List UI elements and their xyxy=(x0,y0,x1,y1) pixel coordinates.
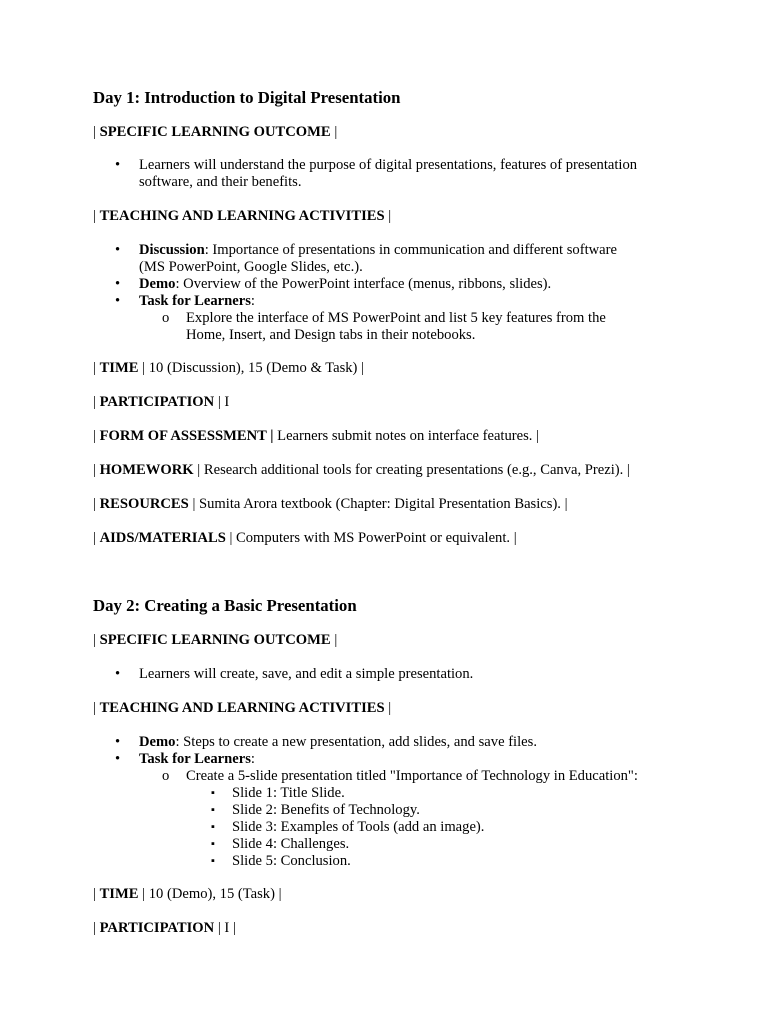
list-item: • Task for Learners: xyxy=(115,293,255,309)
square-bullet-icon: ▪ xyxy=(211,787,215,799)
day2-demo-text: : Steps to create a new presentation, add slides, and save files. xyxy=(175,734,537,750)
day2-outcome-list xyxy=(93,666,693,683)
day2-outcome-label: SPECIFIC LEARNING OUTCOME xyxy=(99,632,331,648)
day1-outcome-label: SPECIFIC LEARNING OUTCOME xyxy=(99,124,331,140)
day2-slide-1: Slide 1: Title Slide. xyxy=(232,785,345,801)
bullet-icon: • xyxy=(115,666,121,682)
circle-bullet-icon: o xyxy=(162,310,170,326)
day2-time-text: | 10 (Demo), 15 (Task) | xyxy=(142,886,282,902)
day1-activities-list xyxy=(93,242,693,344)
list-item xyxy=(93,785,693,802)
day1-participation-text: | I xyxy=(217,394,230,410)
bullet-icon: • xyxy=(115,242,121,258)
bullet-icon: • xyxy=(115,276,121,292)
day2-participation-label: PARTICIPATION xyxy=(99,920,215,936)
list-item xyxy=(93,276,693,293)
list-item xyxy=(93,819,693,836)
square-bullet-icon: ▪ xyxy=(211,804,215,816)
day2-demo-label: Demo xyxy=(139,734,176,750)
day1-activities-label: TEACHING AND LEARNING ACTIVITIES xyxy=(99,208,385,224)
list-item-continuation xyxy=(93,259,693,276)
day1-resources-text: | Sumita Arora textbook (Chapter: Digital Presentation Basics). | xyxy=(188,496,568,512)
day1-homework-line: | HOMEWORK | Research additional tools for creating presentations (e.g., Canva, Prezi). | xyxy=(93,462,630,478)
day1-participation-label: PARTICIPATION xyxy=(99,394,215,410)
day1-resources-line: | RESOURCES | Sumita Arora textbook (Chapter: Digital Presentation Basics). | xyxy=(93,496,568,512)
day1-discussion-label: Discussion xyxy=(139,242,205,258)
list-item xyxy=(93,768,693,785)
day1-assessment-line: | FORM OF ASSESSMENT | Learners submit notes on interface features. | xyxy=(93,428,540,444)
day2-slide-5: Slide 5: Conclusion. xyxy=(232,853,351,869)
list-item-continuation xyxy=(93,174,693,191)
day2-task-label: Task for Learners xyxy=(139,751,251,767)
day1-discussion-text-1: : Importance of presentations in communication and different software xyxy=(204,242,617,258)
day1-demo-label: Demo xyxy=(139,276,176,292)
day1-participation-line: | PARTICIPATION | I xyxy=(93,394,230,410)
bullet-icon: • xyxy=(115,751,121,767)
circle-bullet-icon: o xyxy=(162,768,170,784)
day1-outcome-list xyxy=(93,157,693,191)
list-item xyxy=(93,157,693,174)
square-bullet-icon: ▪ xyxy=(211,838,215,850)
list-item xyxy=(93,666,693,683)
list-item: • Task for Learners: xyxy=(115,751,255,767)
day2-slide-2: Slide 2: Benefits of Technology. xyxy=(232,802,420,818)
day1-aids-text: | Computers with MS PowerPoint or equivalent. | xyxy=(225,530,517,546)
day2-slide-3: Slide 3: Examples of Tools (add an image). xyxy=(232,819,485,835)
day1-demo-text: : Overview of the PowerPoint interface (menus, ribbons, slides). xyxy=(175,276,552,292)
day1-time-line: | TIME | 10 (Discussion), 15 (Demo & Task) | xyxy=(93,360,364,376)
bullet-icon: • xyxy=(115,734,121,750)
day1-task-label: Task for Learners xyxy=(139,293,251,309)
day2-slide-4: Slide 4: Challenges. xyxy=(232,836,350,852)
square-bullet-icon: ▪ xyxy=(211,821,215,833)
day1-task-sub-2: Home, Insert, and Design tabs in their notebooks. xyxy=(186,327,476,343)
day1-discussion-text-2: (MS PowerPoint, Google Slides, etc.). xyxy=(139,259,363,275)
day1-aids-label: AIDS/MATERIALS xyxy=(99,530,226,546)
list-item xyxy=(93,242,693,259)
day2-participation-line: | PARTICIPATION | I | xyxy=(93,920,236,936)
day1-activities-heading: | TEACHING AND LEARNING ACTIVITIES | xyxy=(93,208,392,224)
list-item xyxy=(93,836,693,853)
day1-aids-line: | AIDS/MATERIALS | Computers with MS PowerPoint or equivalent. | xyxy=(93,530,517,546)
day2-participation-text: | I | xyxy=(217,920,236,936)
day1-assessment-label: FORM OF ASSESSMENT | xyxy=(99,428,274,444)
bullet-icon: • xyxy=(115,157,121,173)
day2-task-sub: Create a 5-slide presentation titled "Importance of Technology in Education": xyxy=(186,768,638,784)
day1-outcome-text-1: Learners will understand the purpose of digital presentations, features of presentation xyxy=(139,157,638,173)
list-item xyxy=(93,853,693,870)
day1-title: Day 1: Introduction to Digital Presentation xyxy=(93,88,401,107)
day1-homework-label: HOMEWORK xyxy=(99,462,194,478)
list-item xyxy=(93,802,693,819)
list-item xyxy=(93,734,693,751)
day1-time-label: TIME xyxy=(99,360,139,376)
day2-outcome-text: Learners will create, save, and edit a simple presentation. xyxy=(139,666,474,682)
day1-homework-text: | Research additional tools for creating presentations (e.g., Canva, Prezi). | xyxy=(193,462,630,478)
day1-assessment-text: Learners submit notes on interface features. | xyxy=(273,428,540,444)
list-item xyxy=(93,310,693,327)
day2-activities-heading: | TEACHING AND LEARNING ACTIVITIES | xyxy=(93,700,392,716)
bullet-icon: • xyxy=(115,293,121,309)
day1-outcome-heading: | SPECIFIC LEARNING OUTCOME | xyxy=(93,124,338,140)
day1-resources-label: RESOURCES xyxy=(99,496,189,512)
day2-time-label: TIME xyxy=(99,886,139,902)
day1-time-text: | 10 (Discussion), 15 (Demo & Task) | xyxy=(142,360,364,376)
day1-task-sub-1: Explore the interface of MS PowerPoint and list 5 key features from the xyxy=(186,310,606,326)
day2-activities-list xyxy=(93,734,693,870)
day2-activities-label: TEACHING AND LEARNING ACTIVITIES xyxy=(99,700,385,716)
day1-outcome-text-2: software, and their benefits. xyxy=(139,174,302,190)
list-item-continuation xyxy=(93,327,693,344)
day2-time-line: | TIME | 10 (Demo), 15 (Task) | xyxy=(93,886,282,902)
day2-title: Day 2: Creating a Basic Presentation xyxy=(93,596,357,615)
day2-outcome-heading: | SPECIFIC LEARNING OUTCOME | xyxy=(93,632,338,648)
square-bullet-icon: ▪ xyxy=(211,855,215,867)
